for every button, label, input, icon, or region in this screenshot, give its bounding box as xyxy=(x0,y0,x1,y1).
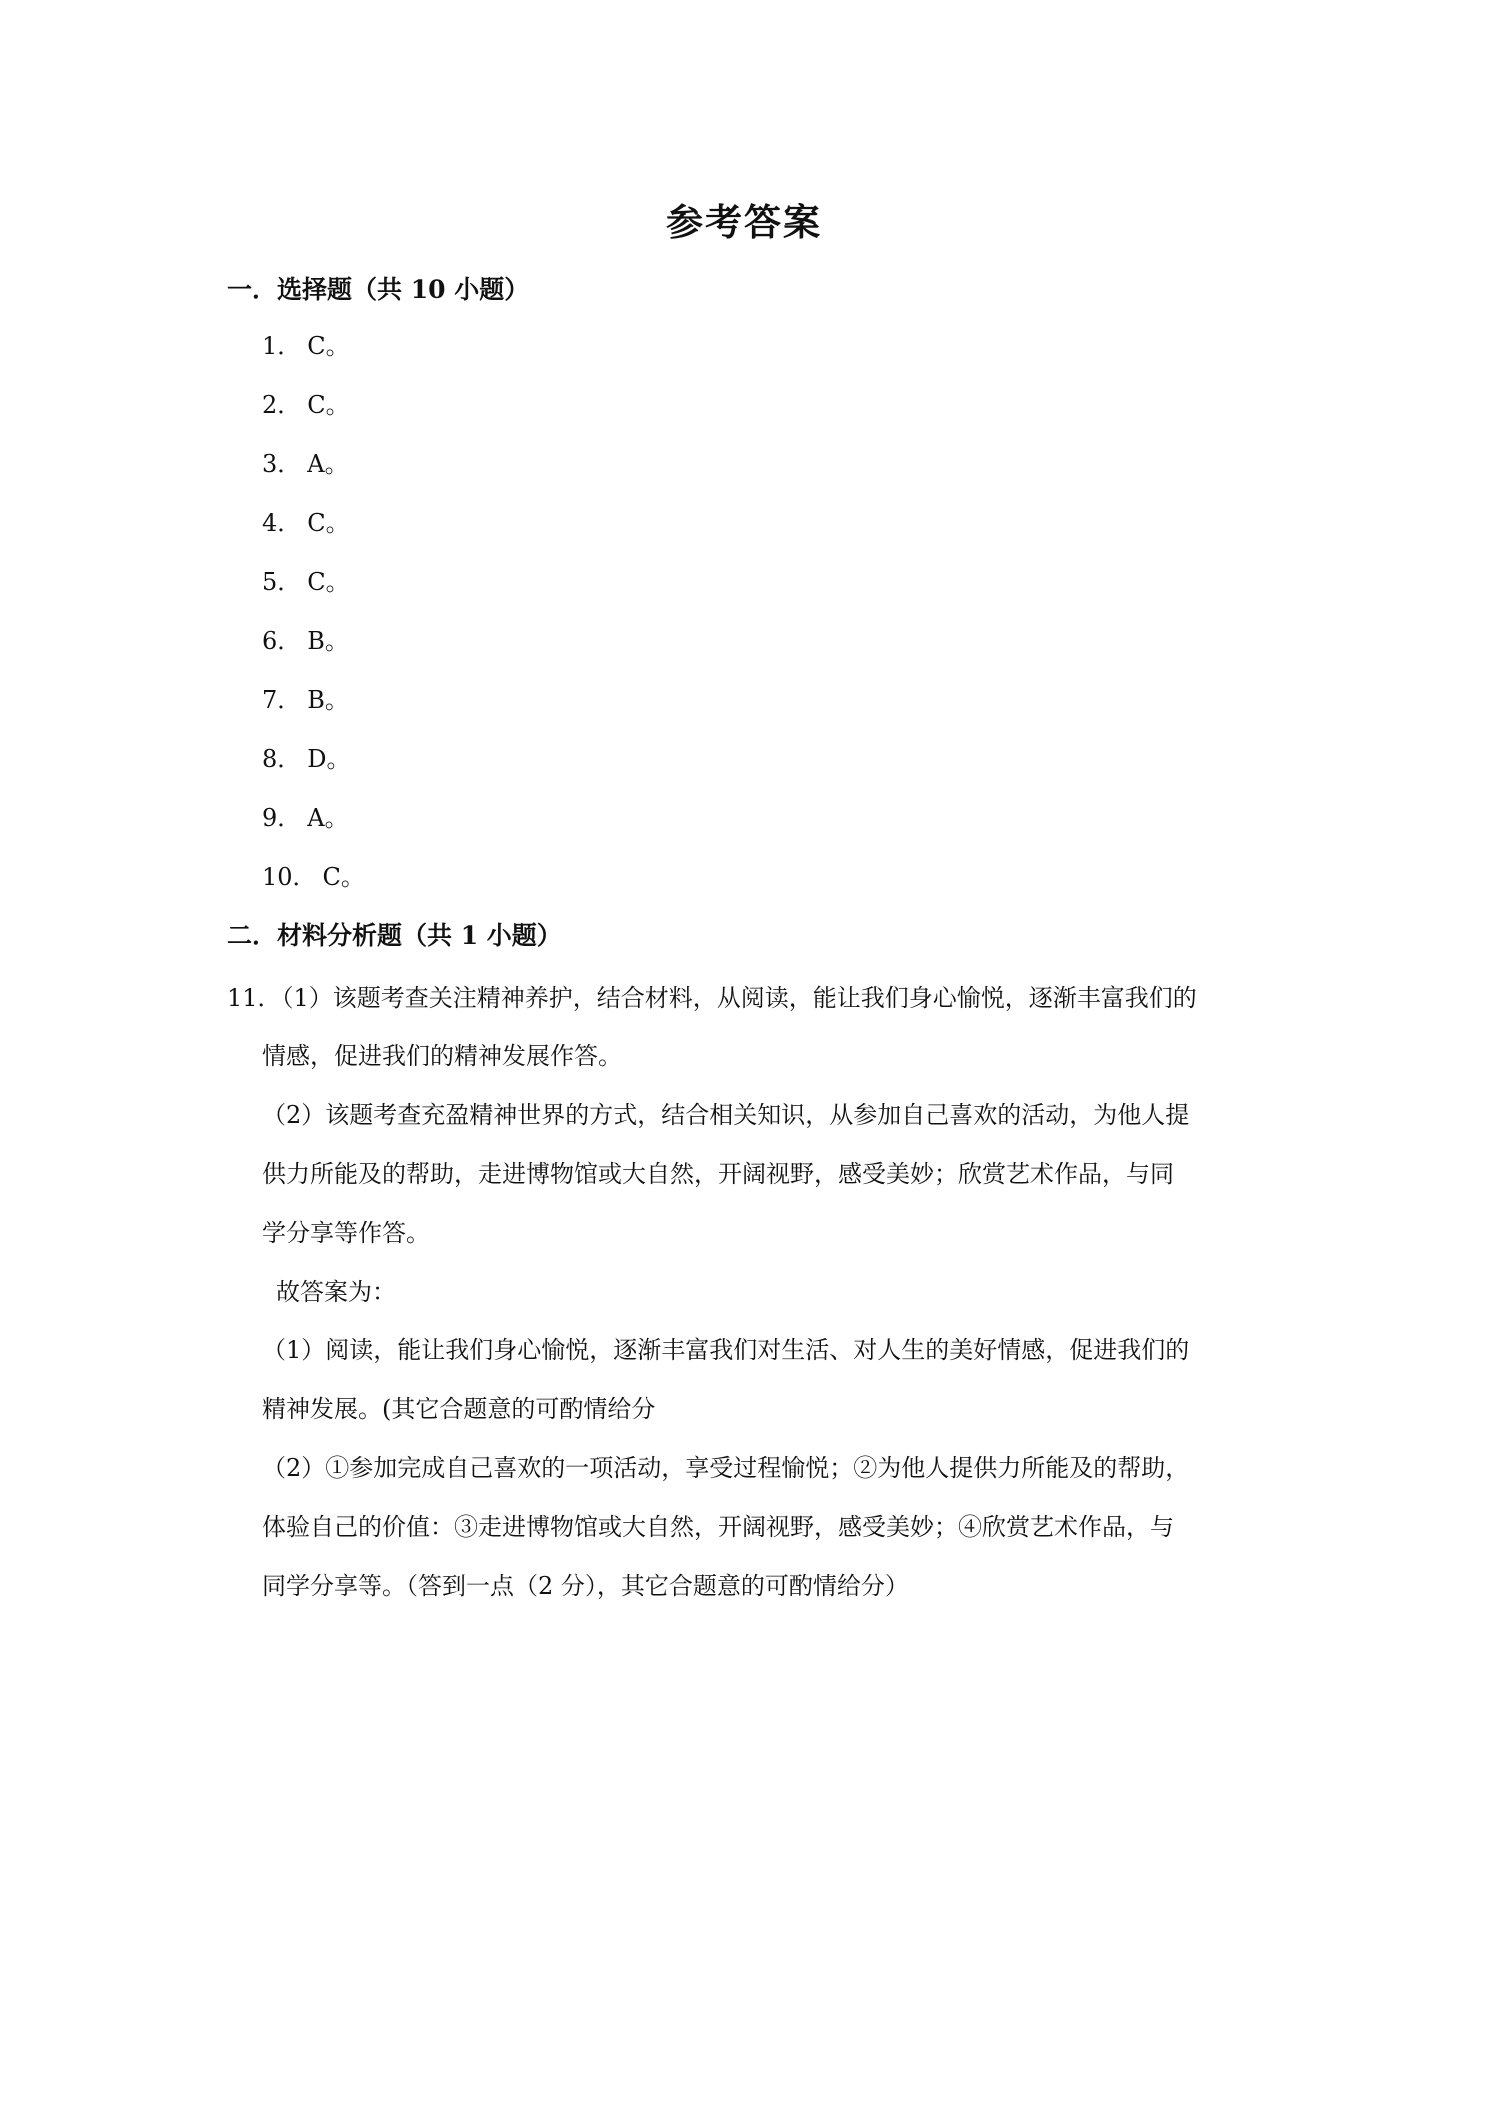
section-heading-material-analysis: 二．材料分析题（共 1 小题） xyxy=(227,921,562,950)
answer-choice: D。 xyxy=(307,745,351,773)
answer-item xyxy=(262,564,350,600)
answer-item xyxy=(262,505,350,541)
answer-choice: B。 xyxy=(307,686,349,714)
answer-item xyxy=(262,859,365,895)
answer-text-line: 供力所能及的帮助，走进博物馆或大自然，开阔视野，感受美妙；欣赏艺术作品，与同 xyxy=(262,1160,1174,1188)
answer-item xyxy=(262,446,349,482)
answer-text-line: 11．（1）该题考查关注精神养护，结合材料，从阅读，能让我们身心愉悦，逐渐丰富我们的 xyxy=(227,984,1197,1012)
section-heading-multiple-choice: 一．选择题（共 10 小题） xyxy=(227,275,530,304)
answer-choice: A。 xyxy=(307,450,349,478)
answer-choice: B。 xyxy=(307,627,349,655)
answer-item xyxy=(262,682,349,718)
answer-item xyxy=(262,328,350,364)
answer-choice: C。 xyxy=(307,568,350,596)
answer-text-line: 学分享等作答。 xyxy=(262,1219,430,1247)
answer-choice: C。 xyxy=(307,391,350,419)
answer-number: 9． xyxy=(262,804,302,832)
answer-number: 6． xyxy=(262,627,302,655)
answer-number: 7． xyxy=(262,686,302,714)
answer-text-line: 情感，促进我们的精神发展作答。 xyxy=(262,1042,622,1070)
answer-text-line: 精神发展。(其它合题意的可酌情给分 xyxy=(262,1395,656,1423)
answer-item xyxy=(262,741,351,777)
answer-choice: C。 xyxy=(307,509,350,537)
answer-number: 10． xyxy=(262,863,317,891)
page-title: 参考答案 xyxy=(666,200,822,244)
answer-number: 8． xyxy=(262,745,302,773)
answer-number: 3． xyxy=(262,450,302,478)
answer-text-line: （1）阅读，能让我们身心愉悦，逐渐丰富我们对生活、对人生的美好情感，促进我们的 xyxy=(262,1336,1190,1364)
answer-number: 1． xyxy=(262,332,302,360)
answer-text-line: （2）①参加完成自己喜欢的一项活动，享受过程愉悦；②为他人提供力所能及的帮助， xyxy=(262,1454,1190,1482)
answer-item xyxy=(262,387,350,423)
answer-item xyxy=(262,800,349,836)
answer-choice: C。 xyxy=(307,332,350,360)
answer-text-line: 体验自己的价值：③走进博物馆或大自然，开阔视野，感受美妙；④欣赏艺术作品，与 xyxy=(262,1513,1174,1541)
answer-choice: C。 xyxy=(322,863,365,891)
answer-text-line: （2）该题考查充盈精神世界的方式，结合相关知识，从参加自己喜欢的活动，为他人提 xyxy=(262,1101,1190,1129)
answer-choice: A。 xyxy=(307,804,349,832)
answer-item xyxy=(262,623,349,659)
answer-text-line: 故答案为： xyxy=(276,1278,396,1306)
answer-number: 2． xyxy=(262,391,302,419)
answer-number: 4． xyxy=(262,509,302,537)
answer-text-line: 同学分享等。（答到一点（2 分），其它合题意的可酌情给分） xyxy=(262,1572,909,1600)
answer-number: 5． xyxy=(262,568,302,596)
